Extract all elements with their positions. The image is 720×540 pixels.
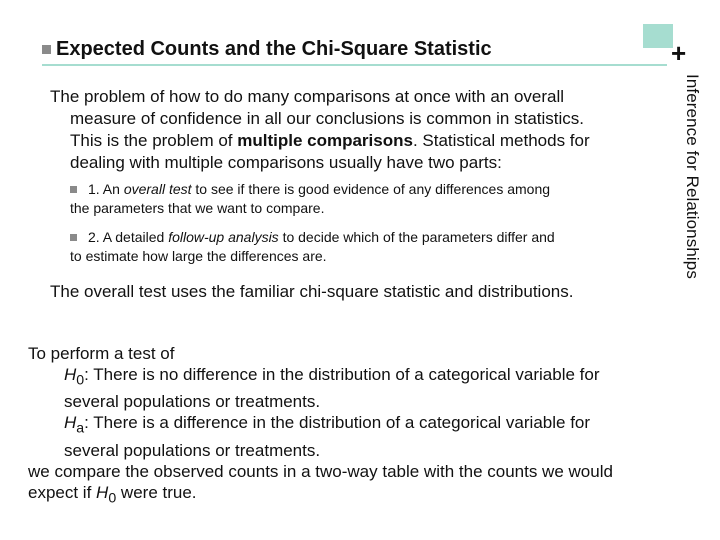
bullet-line-1 xyxy=(88,180,630,199)
bullet-line-2: the parameters that we want to compare. xyxy=(70,200,325,216)
hypothesis-symbol: H xyxy=(64,365,77,384)
null-hypothesis xyxy=(28,364,688,391)
alt-hypothesis-cont: several populations or treatments. xyxy=(64,440,321,460)
compare-line-2 xyxy=(28,482,688,509)
list-item xyxy=(70,228,630,266)
hypothesis-text: : There is no difference in the distribution of a categorical variable for xyxy=(84,365,600,384)
hypothesis-subscript: 0 xyxy=(76,372,85,389)
compare-text: expect if xyxy=(28,482,97,502)
null-hypothesis-cont: several populations or treatments. xyxy=(64,392,321,412)
title-divider xyxy=(42,64,667,66)
plus-mark: + xyxy=(671,38,687,68)
bullet-italic: follow-up analysis xyxy=(168,229,279,245)
intro-bold-term: multiple comparisons xyxy=(237,131,413,150)
intro-line-4: dealing with multiple comparisons usually have two parts: xyxy=(70,153,502,172)
square-bullet-icon xyxy=(42,45,51,54)
square-bullet-icon xyxy=(70,234,77,241)
hypothesis-text: : There is a difference in the distribution of a categorical variable for xyxy=(84,413,591,433)
test-description xyxy=(28,343,688,509)
corner-accent-bar xyxy=(643,24,673,48)
square-bullet-icon xyxy=(70,186,77,193)
overall-test-text: The overall test uses the familiar chi-square statistic and distributions. xyxy=(50,282,574,301)
slide-title-row xyxy=(42,38,642,62)
slide-title: Expected Counts and the Chi-Square Statistic xyxy=(56,38,492,60)
hypothesis-symbol: H xyxy=(64,413,77,433)
hypothesis-subscript: 0 xyxy=(108,490,117,507)
intro-line-3-pre: This is the problem of xyxy=(70,131,238,150)
side-title: Inference for Relationships xyxy=(683,74,702,279)
alt-hypothesis xyxy=(28,412,688,439)
bullet-text: 1. An xyxy=(88,181,124,197)
bullet-line-2: to estimate how large the differences are. xyxy=(70,248,327,264)
bullet-italic: overall test xyxy=(123,181,192,197)
hypothesis-subscript: a xyxy=(76,420,85,437)
bullet-text: to decide which of the parameters differ and xyxy=(278,229,555,245)
bullet-list xyxy=(70,180,630,276)
list-item xyxy=(70,180,630,218)
intro-paragraph xyxy=(50,86,630,174)
compare-line-1: we compare the observed counts in a two-way table with the counts we would xyxy=(28,461,613,481)
intro-line-2: measure of confidence in all our conclusions is common in statistics. xyxy=(70,109,585,128)
hypothesis-symbol: H xyxy=(96,482,109,502)
intro-line-1: The problem of how to do many comparisons at once with an overall xyxy=(50,87,565,106)
bullet-line-1 xyxy=(88,228,630,247)
bullet-text: to see if there is good evidence of any differences among xyxy=(191,181,551,197)
bullet-text: 2. A detailed xyxy=(88,229,169,245)
intro-line-3 xyxy=(50,130,630,152)
perform-intro: To perform a test of xyxy=(28,344,175,363)
compare-text: were true. xyxy=(116,482,197,502)
intro-line-3-post: . Statistical methods for xyxy=(412,131,590,150)
